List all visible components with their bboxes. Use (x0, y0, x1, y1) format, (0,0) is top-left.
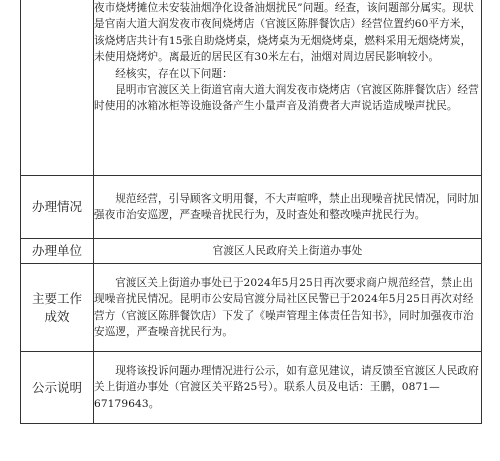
table-row-investigation (21, 0, 482, 176)
row-label-empty (21, 0, 94, 176)
row-label-results-line-2: 成效 (44, 308, 70, 324)
handling-paragraph: 规范经营，引导顾客文明用餐，不大声喧哗，禁止出现噪音扰民情况，同时加强夜市治安巡逻，严查噪音扰民行为，及时查处和整改噪声扰民行为。 (94, 192, 479, 221)
investigation-paragraph-1: 夜市烧烤摊位未安装油烟净化设备油烟扰民”问题。经查，该问题部分属实。现状是官南大道大润发夜市夜间烧烤店（官渡区陈胖餐饮店）经营位置约60平方米，该烧烤店共计有15张自助烧烤桌，烧烤桌为无烟烧烤桌，燃料采用无烟烧烤炭，未使用烧烤炉。离最近的居民区有30米左右，油烟对周边居民影响较小。 (94, 2, 474, 64)
results-content (94, 264, 482, 352)
unit-paragraph: 官渡区人民政府关上街道办事处 (212, 244, 363, 257)
table-row-notice (21, 352, 482, 424)
notice-content (94, 352, 482, 424)
table-row-handling (21, 176, 482, 239)
public-notice-table (20, 0, 482, 424)
investigation-paragraph-3: 昆明市官渡区关上街道官南大道大润发夜市烧烤店（官渡区陈胖餐饮店）经营时使用的冰箱冰柜等设施设备产生小量声音及消费者大声说话造成噪声扰民。 (94, 84, 479, 113)
handling-content (94, 176, 482, 239)
table-row-unit (21, 239, 482, 264)
notice-paragraph: 现将该投诉问题办理情况进行公示，如有意见建议，请反馈至官渡区人民政府关上街道办事处（官渡区关平路25号）。联系人员及电话：王鹏，0871—67179643。 (94, 364, 479, 410)
table-row-results (21, 264, 482, 352)
row-label-results-line-1: 主要工作 (31, 290, 82, 306)
row-label-results (21, 264, 94, 352)
investigation-paragraph-2: 经核实，存在以下问题： (115, 67, 233, 80)
unit-content (94, 239, 482, 264)
investigation-content (94, 0, 482, 176)
results-paragraph: 官渡区关上街道办事处已于2024年5月25日再次要求商户规范经营，禁止出现噪音扰民情况。昆明市公安局官渡分局社区民警已于2024年5月25日再次对经营方（官渡区陈胖餐饮店）下发了《噪声管理主体责任告知书》，同时加强夜市治安巡逻，严查噪音扰民行为。 (94, 276, 474, 338)
row-label-handling: 办理情况 (21, 176, 94, 239)
row-label-unit: 办理单位 (21, 239, 94, 264)
row-label-notice: 公示说明 (21, 352, 94, 424)
